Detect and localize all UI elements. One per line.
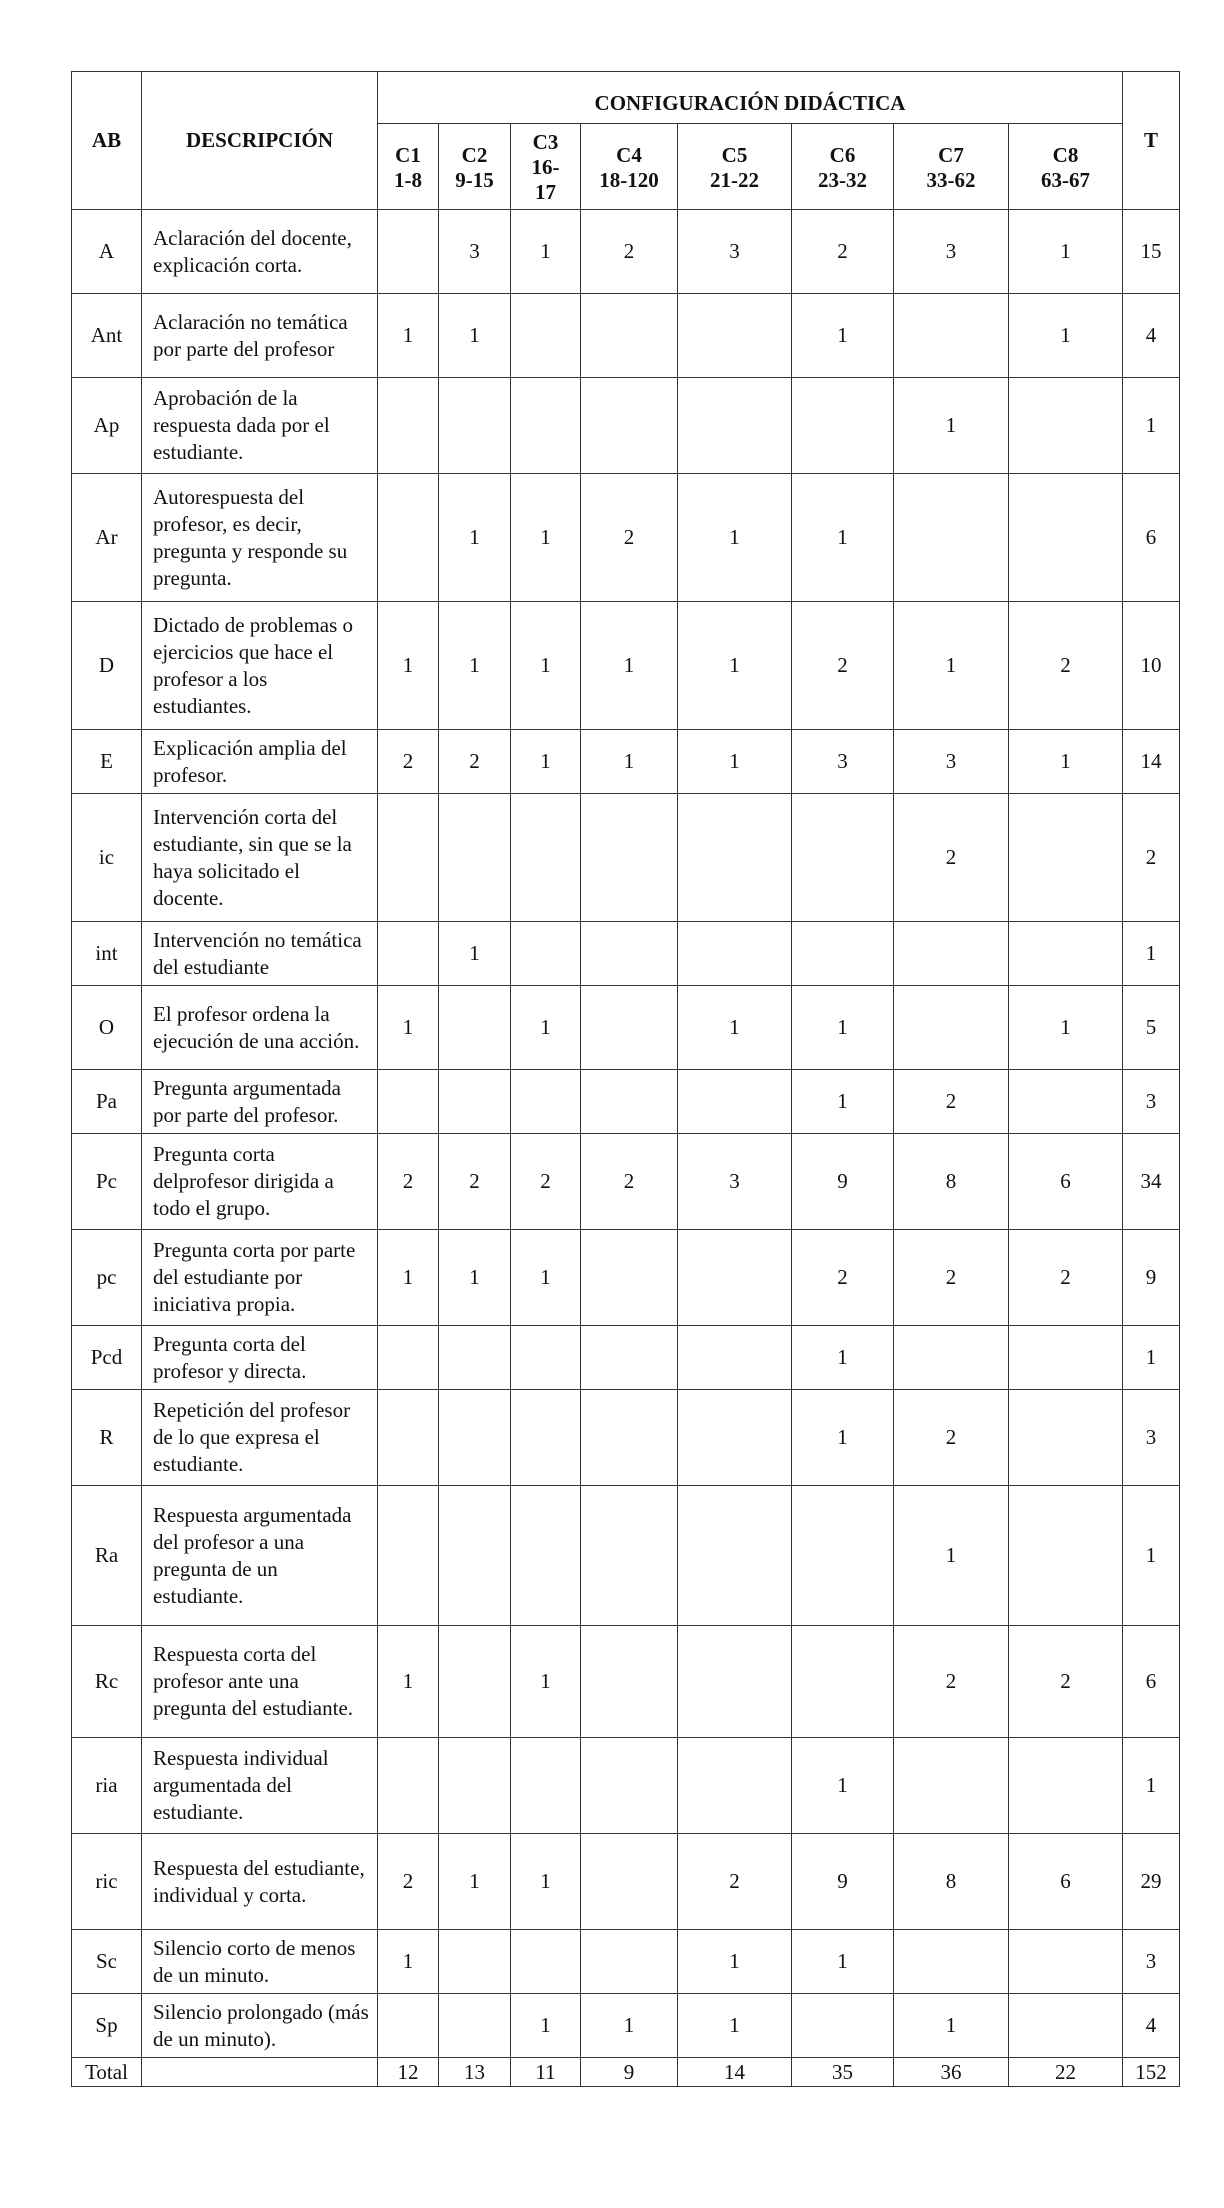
cell-c6: 2 (792, 210, 894, 294)
cell-c2: 1 (439, 602, 511, 730)
cell-c1: 1 (378, 1930, 439, 1994)
didactic-configuration-table (71, 71, 1180, 2087)
cell-c2 (439, 1326, 511, 1390)
row-total: 5 (1123, 986, 1180, 1070)
cell-c5 (678, 294, 792, 378)
row-total: 3 (1123, 1390, 1180, 1486)
cell-c7: 1 (894, 1486, 1009, 1626)
header-column-c4 (581, 124, 678, 210)
row-abbreviation: Sc (72, 1930, 142, 1994)
header-column-c1 (378, 124, 439, 210)
cell-c8 (1009, 1070, 1123, 1134)
total-c4: 9 (581, 2058, 678, 2087)
grand-total: 152 (1123, 2058, 1180, 2087)
cell-c3 (511, 1486, 581, 1626)
row-abbreviation: Ar (72, 474, 142, 602)
table-row (72, 1230, 1180, 1326)
cell-c7 (894, 922, 1009, 986)
row-description: Pregunta corta por parte del estudiante por iniciativa propia. (142, 1230, 378, 1326)
cell-c3 (511, 1738, 581, 1834)
cell-c6 (792, 1626, 894, 1738)
cell-c5: 1 (678, 474, 792, 602)
row-description: Pregunta corta del profesor y directa. (142, 1326, 378, 1390)
row-total: 1 (1123, 922, 1180, 986)
cell-c3 (511, 1930, 581, 1994)
cell-c2 (439, 986, 511, 1070)
cell-c7: 8 (894, 1834, 1009, 1930)
cell-c3: 1 (511, 1994, 581, 2058)
cell-c8 (1009, 378, 1123, 474)
table-row (72, 1834, 1180, 1930)
cell-c6 (792, 378, 894, 474)
cell-c3 (511, 1390, 581, 1486)
cell-c4: 1 (581, 1994, 678, 2058)
row-description: Respuesta individual argumentada del estudiante. (142, 1738, 378, 1834)
cell-c5 (678, 1326, 792, 1390)
row-description: Pregunta corta delprofesor dirigida a todo el grupo. (142, 1134, 378, 1230)
cell-c8: 1 (1009, 986, 1123, 1070)
cell-c5 (678, 1070, 792, 1134)
cell-c4 (581, 378, 678, 474)
cell-c6: 1 (792, 1326, 894, 1390)
cell-c3: 1 (511, 474, 581, 602)
table-row (72, 294, 1180, 378)
row-abbreviation: E (72, 730, 142, 794)
cell-c8: 1 (1009, 210, 1123, 294)
cell-c6: 9 (792, 1834, 894, 1930)
table-row (72, 1930, 1180, 1994)
cell-c1: 2 (378, 730, 439, 794)
row-abbreviation: Rc (72, 1626, 142, 1738)
cell-c6: 9 (792, 1134, 894, 1230)
cell-c5 (678, 378, 792, 474)
row-abbreviation: ria (72, 1738, 142, 1834)
row-total: 4 (1123, 294, 1180, 378)
header-configuracion: CONFIGURACIÓN DIDÁCTICA (378, 72, 1123, 124)
cell-c1: 1 (378, 602, 439, 730)
row-description: Aclaración del docente, explicación corta. (142, 210, 378, 294)
cell-c5: 1 (678, 1994, 792, 2058)
cell-c4 (581, 1390, 678, 1486)
cell-c2 (439, 1070, 511, 1134)
row-description: Repetición del profesor de lo que expresa el estudiante. (142, 1390, 378, 1486)
cell-c1: 1 (378, 1230, 439, 1326)
row-description: Respuesta del estudiante, individual y corta. (142, 1834, 378, 1930)
total-c7: 36 (894, 2058, 1009, 2087)
cell-c2 (439, 1930, 511, 1994)
cell-c1: 1 (378, 1626, 439, 1738)
row-description: Aprobación de la respuesta dada por el estudiante. (142, 378, 378, 474)
cell-c7 (894, 986, 1009, 1070)
cell-c3: 1 (511, 602, 581, 730)
column-range: 18-120 (599, 167, 659, 192)
cell-c3 (511, 378, 581, 474)
cell-c6 (792, 1486, 894, 1626)
cell-c2 (439, 1738, 511, 1834)
header-row-1 (72, 72, 1180, 124)
cell-c1 (378, 378, 439, 474)
cell-c2 (439, 378, 511, 474)
row-total: 3 (1123, 1930, 1180, 1994)
cell-c4 (581, 1626, 678, 1738)
row-total: 9 (1123, 1230, 1180, 1326)
cell-c4: 2 (581, 1134, 678, 1230)
cell-c1 (378, 1070, 439, 1134)
cell-c6: 1 (792, 986, 894, 1070)
cell-c6: 3 (792, 730, 894, 794)
table-row (72, 602, 1180, 730)
table-row (72, 1738, 1180, 1834)
cell-c4 (581, 922, 678, 986)
cell-c3 (511, 922, 581, 986)
cell-c5: 1 (678, 730, 792, 794)
header-descripcion: DESCRIPCIÓN (142, 72, 378, 210)
row-total: 10 (1123, 602, 1180, 730)
header-column-c7 (894, 124, 1009, 210)
row-abbreviation: Pc (72, 1134, 142, 1230)
header-column-c5 (678, 124, 792, 210)
cell-c7: 2 (894, 1390, 1009, 1486)
row-description: El profesor ordena la ejecución de una acción. (142, 986, 378, 1070)
cell-c7 (894, 1738, 1009, 1834)
cell-c5: 3 (678, 210, 792, 294)
cell-c7: 2 (894, 794, 1009, 922)
table-row (72, 474, 1180, 602)
document-page (71, 71, 1180, 2087)
row-total: 4 (1123, 1994, 1180, 2058)
cell-c2: 1 (439, 1230, 511, 1326)
cell-c5 (678, 1626, 792, 1738)
column-code: C5 (721, 142, 748, 167)
cell-c3: 1 (511, 1834, 581, 1930)
cell-c8 (1009, 1994, 1123, 2058)
row-abbreviation: D (72, 602, 142, 730)
cell-c8 (1009, 1738, 1123, 1834)
row-abbreviation: Ant (72, 294, 142, 378)
cell-c3: 1 (511, 1626, 581, 1738)
cell-c7: 1 (894, 602, 1009, 730)
cell-c7 (894, 294, 1009, 378)
table-row (72, 1486, 1180, 1626)
cell-c3 (511, 794, 581, 922)
table-row (72, 1626, 1180, 1738)
cell-c1 (378, 1390, 439, 1486)
header-column-c8 (1009, 124, 1123, 210)
cell-c6 (792, 922, 894, 986)
cell-c3: 1 (511, 730, 581, 794)
row-abbreviation: Pcd (72, 1326, 142, 1390)
cell-c5: 1 (678, 602, 792, 730)
total-c5: 14 (678, 2058, 792, 2087)
cell-c8: 2 (1009, 602, 1123, 730)
row-description: Dictado de problemas o ejercicios que hace el profesor a los estudiantes. (142, 602, 378, 730)
cell-c8 (1009, 1930, 1123, 1994)
cell-c7: 2 (894, 1230, 1009, 1326)
column-range: 23-32 (818, 167, 867, 192)
cell-c7 (894, 1326, 1009, 1390)
table-row (72, 794, 1180, 922)
cell-c7 (894, 1930, 1009, 1994)
row-total: 1 (1123, 1738, 1180, 1834)
total-c1: 12 (378, 2058, 439, 2087)
header-ab: AB (72, 72, 142, 210)
table-row (72, 1134, 1180, 1230)
cell-c4 (581, 1230, 678, 1326)
cell-c4 (581, 986, 678, 1070)
row-abbreviation: ric (72, 1834, 142, 1930)
total-description (142, 2058, 378, 2087)
cell-c6: 2 (792, 602, 894, 730)
cell-c8 (1009, 1390, 1123, 1486)
cell-c5: 3 (678, 1134, 792, 1230)
header-column-c6 (792, 124, 894, 210)
cell-c4 (581, 1930, 678, 1994)
cell-c6 (792, 1994, 894, 2058)
cell-c8: 1 (1009, 730, 1123, 794)
cell-c5 (678, 1486, 792, 1626)
column-code: C6 (829, 142, 856, 167)
cell-c2: 1 (439, 922, 511, 986)
cell-c8: 6 (1009, 1134, 1123, 1230)
cell-c8: 2 (1009, 1626, 1123, 1738)
cell-c7: 2 (894, 1070, 1009, 1134)
row-description: Intervención corta del estudiante, sin que se la haya solicitado el docente. (142, 794, 378, 922)
cell-c7: 3 (894, 730, 1009, 794)
row-description: Silencio prolongado (más de un minuto). (142, 1994, 378, 2058)
column-range: 33-62 (926, 167, 976, 192)
row-abbreviation: pc (72, 1230, 142, 1326)
row-abbreviation: int (72, 922, 142, 986)
cell-c4 (581, 1834, 678, 1930)
cell-c7: 2 (894, 1626, 1009, 1738)
cell-c3: 2 (511, 1134, 581, 1230)
cell-c2: 1 (439, 294, 511, 378)
row-description: Autorespuesta del profesor, es decir, pregunta y responde su pregunta. (142, 474, 378, 602)
cell-c4 (581, 294, 678, 378)
cell-c6: 1 (792, 294, 894, 378)
cell-c6 (792, 794, 894, 922)
header-column-c2 (439, 124, 511, 210)
table-row (72, 922, 1180, 986)
cell-c4: 2 (581, 474, 678, 602)
cell-c1 (378, 474, 439, 602)
row-description: Respuesta argumentada del profesor a una pregunta de un estudiante. (142, 1486, 378, 1626)
cell-c1: 2 (378, 1134, 439, 1230)
column-range: 63-67 (1041, 167, 1090, 192)
cell-c3: 1 (511, 210, 581, 294)
total-row (72, 2058, 1180, 2087)
cell-c1: 1 (378, 986, 439, 1070)
row-total: 2 (1123, 794, 1180, 922)
cell-c2 (439, 1626, 511, 1738)
cell-c4 (581, 1486, 678, 1626)
cell-c1 (378, 922, 439, 986)
cell-c7: 3 (894, 210, 1009, 294)
cell-c6: 1 (792, 474, 894, 602)
cell-c2: 1 (439, 474, 511, 602)
row-abbreviation: Ra (72, 1486, 142, 1626)
column-range: 9-15 (455, 167, 494, 192)
row-abbreviation: Sp (72, 1994, 142, 2058)
column-range: 21-22 (710, 167, 759, 192)
cell-c1: 2 (378, 1834, 439, 1930)
cell-c5: 2 (678, 1834, 792, 1930)
row-description: Pregunta argumentada por parte del profesor. (142, 1070, 378, 1134)
row-abbreviation: Ap (72, 378, 142, 474)
cell-c5: 1 (678, 986, 792, 1070)
cell-c8 (1009, 1326, 1123, 1390)
cell-c1 (378, 1326, 439, 1390)
cell-c6: 1 (792, 1738, 894, 1834)
cell-c2 (439, 1486, 511, 1626)
table-row (72, 986, 1180, 1070)
row-abbreviation: Pa (72, 1070, 142, 1134)
cell-c2: 3 (439, 210, 511, 294)
cell-c6: 2 (792, 1230, 894, 1326)
total-label: Total (72, 2058, 142, 2087)
row-abbreviation: ic (72, 794, 142, 922)
row-total: 3 (1123, 1070, 1180, 1134)
row-description: Intervención no temática del estudiante (142, 922, 378, 986)
cell-c6: 1 (792, 1070, 894, 1134)
row-abbreviation: R (72, 1390, 142, 1486)
header-column-c3 (511, 124, 581, 210)
cell-c8: 2 (1009, 1230, 1123, 1326)
cell-c8: 1 (1009, 294, 1123, 378)
row-description: Respuesta corta del profesor ante una pregunta del estudiante. (142, 1626, 378, 1738)
total-c3: 11 (511, 2058, 581, 2087)
cell-c4 (581, 1070, 678, 1134)
table-row (72, 210, 1180, 294)
cell-c2 (439, 1994, 511, 2058)
row-total: 1 (1123, 1326, 1180, 1390)
cell-c5 (678, 922, 792, 986)
cell-c4: 1 (581, 602, 678, 730)
cell-c2 (439, 1390, 511, 1486)
cell-c8 (1009, 1486, 1123, 1626)
cell-c3: 1 (511, 1230, 581, 1326)
row-total: 1 (1123, 378, 1180, 474)
cell-c7: 1 (894, 1994, 1009, 2058)
cell-c3 (511, 1326, 581, 1390)
column-range: 16- 17 (531, 155, 560, 204)
cell-c8 (1009, 922, 1123, 986)
cell-c4 (581, 1326, 678, 1390)
row-total: 14 (1123, 730, 1180, 794)
row-total: 15 (1123, 210, 1180, 294)
cell-c1 (378, 1486, 439, 1626)
cell-c5 (678, 1738, 792, 1834)
cell-c1 (378, 1738, 439, 1834)
cell-c7: 8 (894, 1134, 1009, 1230)
table-row (72, 378, 1180, 474)
row-abbreviation: O (72, 986, 142, 1070)
cell-c4: 2 (581, 210, 678, 294)
row-total: 34 (1123, 1134, 1180, 1230)
cell-c4: 1 (581, 730, 678, 794)
row-total: 29 (1123, 1834, 1180, 1930)
row-abbreviation: A (72, 210, 142, 294)
total-c8: 22 (1009, 2058, 1123, 2087)
cell-c5: 1 (678, 1930, 792, 1994)
cell-c2: 2 (439, 730, 511, 794)
header-total-column: T (1123, 72, 1180, 210)
cell-c3 (511, 1070, 581, 1134)
cell-c2: 2 (439, 1134, 511, 1230)
cell-c7 (894, 474, 1009, 602)
column-range: 1-8 (394, 167, 422, 192)
table-row (72, 1326, 1180, 1390)
total-c2: 13 (439, 2058, 511, 2087)
cell-c5 (678, 794, 792, 922)
cell-c4 (581, 794, 678, 922)
row-total: 6 (1123, 474, 1180, 602)
cell-c3: 1 (511, 986, 581, 1070)
column-code: C3 (532, 130, 559, 154)
cell-c1 (378, 210, 439, 294)
cell-c5 (678, 1230, 792, 1326)
cell-c2: 1 (439, 1834, 511, 1930)
cell-c7: 1 (894, 378, 1009, 474)
cell-c4 (581, 1738, 678, 1834)
cell-c6: 1 (792, 1930, 894, 1994)
column-code: C4 (616, 142, 642, 167)
row-total: 1 (1123, 1486, 1180, 1626)
cell-c1 (378, 1994, 439, 2058)
table-row (72, 1390, 1180, 1486)
table-row (72, 1070, 1180, 1134)
row-description: Aclaración no temática por parte del profesor (142, 294, 378, 378)
cell-c1 (378, 794, 439, 922)
row-description: Silencio corto de menos de un minuto. (142, 1930, 378, 1994)
cell-c1: 1 (378, 294, 439, 378)
cell-c6: 1 (792, 1390, 894, 1486)
total-c6: 35 (792, 2058, 894, 2087)
column-code: C2 (461, 142, 488, 167)
column-code: C1 (395, 142, 421, 167)
cell-c2 (439, 794, 511, 922)
table-row (72, 730, 1180, 794)
cell-c8 (1009, 794, 1123, 922)
cell-c3 (511, 294, 581, 378)
cell-c8: 6 (1009, 1834, 1123, 1930)
column-code: C8 (1052, 142, 1079, 167)
column-code: C7 (938, 142, 964, 167)
row-total: 6 (1123, 1626, 1180, 1738)
row-description: Explicación amplia del profesor. (142, 730, 378, 794)
cell-c8 (1009, 474, 1123, 602)
table-row (72, 1994, 1180, 2058)
cell-c5 (678, 1390, 792, 1486)
